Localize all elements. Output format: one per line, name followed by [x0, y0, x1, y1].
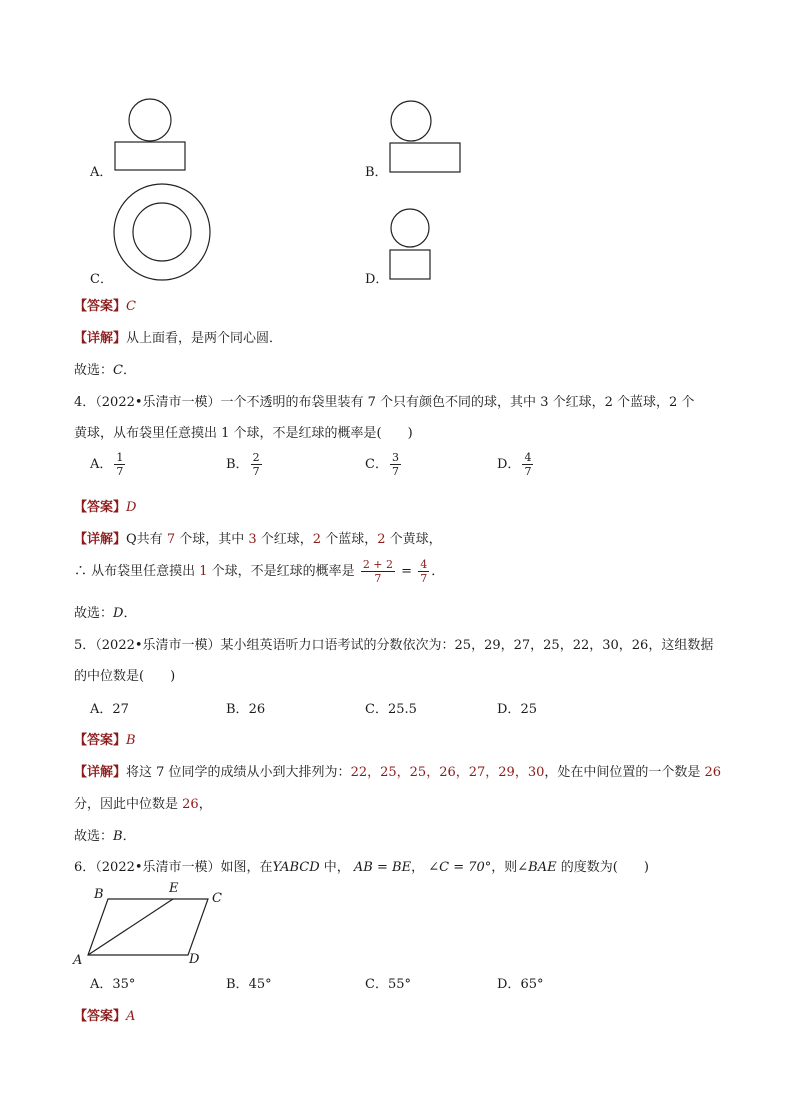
q4-option-d[interactable]	[497, 451, 535, 478]
option-d-figure	[388, 206, 438, 286]
vertex-label-d: D	[189, 952, 200, 967]
q3-detail-line	[74, 327, 282, 346]
option-a-label[interactable]: A．	[90, 165, 113, 180]
detail-tag: 【详解】	[74, 331, 127, 346]
option-c-label[interactable]: C．	[90, 272, 113, 287]
q3-conclusion-line	[74, 359, 136, 378]
option-c-outer-circle	[114, 184, 210, 280]
detail-text: 从上面看，是两个同心圆．	[126, 331, 283, 346]
q5-stem-line1: 5．（2022•乐清市一模）某小组英语听力口语考试的分数依次为：25，29，27，25，22，30，26，这组数据	[74, 638, 714, 653]
q3-answer-line	[74, 295, 136, 314]
option-label: D．	[497, 457, 521, 472]
option-fraction: $\frac{2}{7}$	[252, 451, 260, 478]
option-d-square	[390, 250, 430, 279]
q6-option-c[interactable]: C．55°	[365, 977, 411, 992]
option-b-circle	[391, 101, 431, 141]
option-label: A．	[90, 457, 113, 472]
vertex-label-e: E	[169, 881, 179, 896]
option-a-rectangle	[115, 142, 185, 170]
q4-stem-line1: 4．（2022•乐清市一模）一个不透明的布袋里装有 7 个只有颜色不同的球，其中 3 个红球，2 个蓝球，2 个	[74, 395, 695, 410]
q4-option-a[interactable]	[90, 451, 127, 478]
option-a-circle	[129, 99, 171, 141]
option-d-label[interactable]: D．	[365, 272, 389, 287]
q6-answer-line: 【答案】A	[74, 1009, 136, 1024]
q4-stem-line2: 黄球，从布袋里任意摸出 1 个球，不是红球的概率是( )	[74, 426, 413, 441]
q5-detail-line2: 分，因此中位数是 26，	[74, 797, 212, 812]
conclusion-prefix: 故选：	[74, 363, 114, 378]
probability-fraction-1: $\frac{2 + 2}{7}$	[362, 558, 394, 585]
answer-value: D	[126, 500, 137, 515]
option-b-label[interactable]: B．	[365, 165, 388, 180]
parallelogram-abcd	[88, 899, 208, 955]
option-d-circle	[391, 209, 429, 247]
q6-option-b[interactable]: B．45°	[226, 977, 272, 992]
q5-detail-line1: 【详解】将这 7 位同学的成绩从小到大排列为：22，25，25，26，27，29，30，处在中间位置的一个数是 26	[74, 765, 722, 780]
option-fraction: $\frac{3}{7}$	[391, 451, 399, 478]
option-c-inner-circle	[133, 203, 191, 261]
answer-value: C	[126, 299, 136, 314]
q6-stem: 6．（2022•乐清市一模）如图，在YABCD 中， AB = BE， ∠C = 70°，则∠BAE 的度数为( )	[74, 860, 649, 875]
parallelogram-figure	[70, 880, 240, 970]
vertex-label-a: A	[73, 953, 83, 968]
q4-detail-line2: ∴ 从布袋里任意摸出 1 个球，不是红球的概率是 $\frac{2 + 2}{7}$ = $\frac{4}{7}$ ．	[74, 558, 445, 585]
q5-option-b[interactable]: B．26	[226, 702, 266, 717]
option-b-rectangle	[390, 143, 460, 172]
q6-option-a[interactable]: A．35°	[90, 977, 136, 992]
option-fraction: $\frac{4}{7}$	[524, 451, 532, 478]
q4-answer-line	[74, 496, 136, 515]
probability-fraction-2: $\frac{4}{7}$	[420, 558, 428, 585]
option-label: C．	[365, 457, 388, 472]
q6-option-d[interactable]: D．65°	[497, 977, 544, 992]
option-b-figure	[388, 98, 468, 178]
q5-option-c[interactable]: C．25.5	[365, 702, 417, 717]
detail-tag: 【详解】	[74, 532, 127, 547]
option-c-figure	[112, 182, 212, 282]
q4-option-c[interactable]	[365, 451, 403, 478]
q4-conclusion-line: 故选：D．	[74, 606, 137, 621]
q5-option-a[interactable]: A．27	[90, 702, 129, 717]
vertex-label-b: B	[94, 887, 104, 902]
vertex-label-c: C	[212, 891, 222, 906]
segment-ae	[88, 899, 173, 955]
option-label: B．	[226, 457, 249, 472]
option-a-figure	[110, 96, 190, 176]
conclusion-suffix: ．	[122, 363, 136, 378]
q4-detail-line1: 【详解】Q共有 7 个球，其中 3 个红球，2 个蓝球，2 个黄球，	[74, 532, 442, 547]
q5-answer-line: 【答案】B	[74, 733, 136, 748]
q5-stem-line2: 的中位数是( )	[74, 669, 176, 684]
answer-tag: 【答案】	[74, 500, 127, 515]
q4-option-b[interactable]	[226, 451, 264, 478]
answer-tag: 【答案】	[74, 299, 127, 314]
conclusion-answer: C	[113, 363, 123, 378]
q5-conclusion-line: 故选：B．	[74, 829, 136, 844]
q5-option-d[interactable]: D．25	[497, 702, 537, 717]
option-fraction: $\frac{1}{7}$	[116, 451, 124, 478]
